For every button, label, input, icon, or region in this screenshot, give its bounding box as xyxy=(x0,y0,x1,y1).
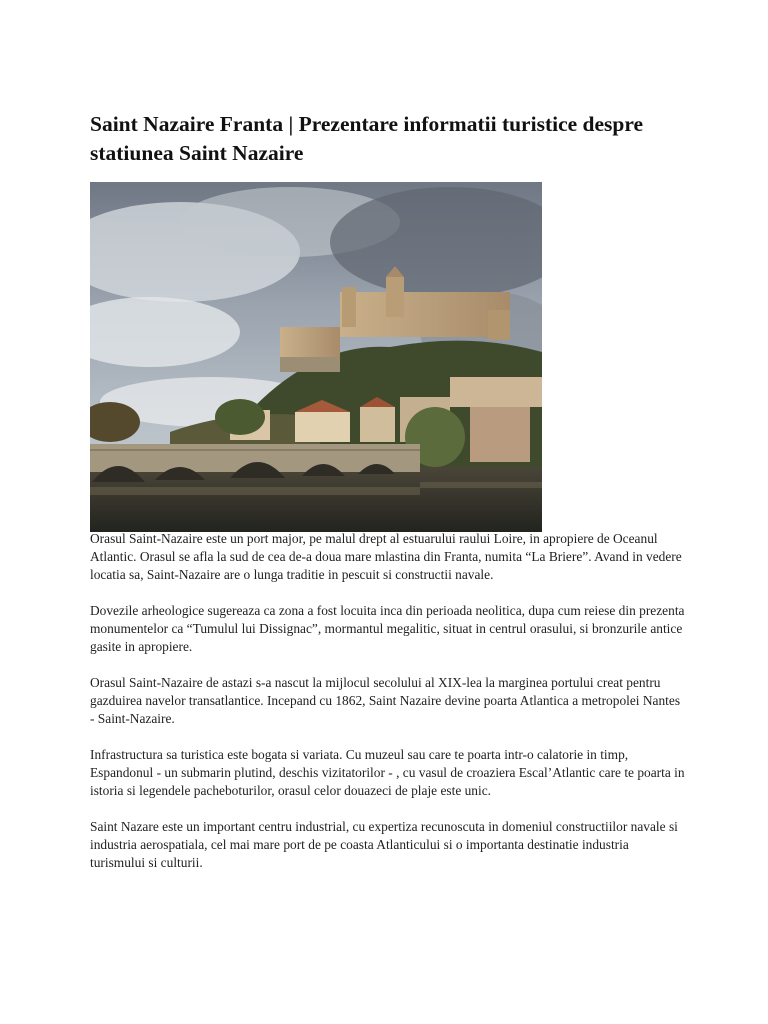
paragraph-4: Infrastructura sa turistica este bogata si variata. Cu muzeul sau care te poarta intr-o calatorie in timp, Espandonul - un submarin plutind, deschis vizitatorilor - , cu vasul de croaziera Escal’Atlantic care te poarta in istoria si legendele pacheboturilor, orasul celor douazeci de plaje este unic. xyxy=(90,747,685,798)
city-photo xyxy=(90,182,542,532)
document-title: Saint Nazaire Franta | Prezentare informatii turistice despre statiunea Saint Nazaire xyxy=(90,112,644,165)
paragraph-2: Dovezile arheologice sugereaza ca zona a fost locuita inca din perioada neolitica, dupa cum reiese din prezenta monumentelor ca “Tumulul lui Dissignac”, mormantul megalitic, situat in centrul orasului, si bronzurile antice gasite in apropiere. xyxy=(90,603,685,654)
article-body xyxy=(90,530,686,890)
paragraph-5: Saint Nazare este un important centru industrial, cu expertiza recunoscuta in domeniul constructiilor navale si industria aerospatiala, cel mai mare port de pe coasta Atlanticului si o importanta destinatie industria turismului si culturii. xyxy=(90,819,678,870)
paragraph-3: Orasul Saint-Nazaire de astazi s-a nascut la mijlocul secolului al XIX-lea la marginea portului creat pentru gazduirea navelor transatlantice. Incepand cu 1862, Saint Nazaire devine poarta Atlantica a metropolei Nantes - Saint-Nazaire. xyxy=(90,675,681,726)
paragraph-1: Orasul Saint-Nazaire este un port major, pe malul drept al estuarului raului Loire, in apropiere de Oceanul Atlantic. Orasul se afla la sud de cea de-a doua mare mlastina din Franta, numita “La Briere”. Avand in vedere locatia sa, Saint-Nazaire are o lunga traditie in pescuit si constructii navale. xyxy=(90,531,682,582)
